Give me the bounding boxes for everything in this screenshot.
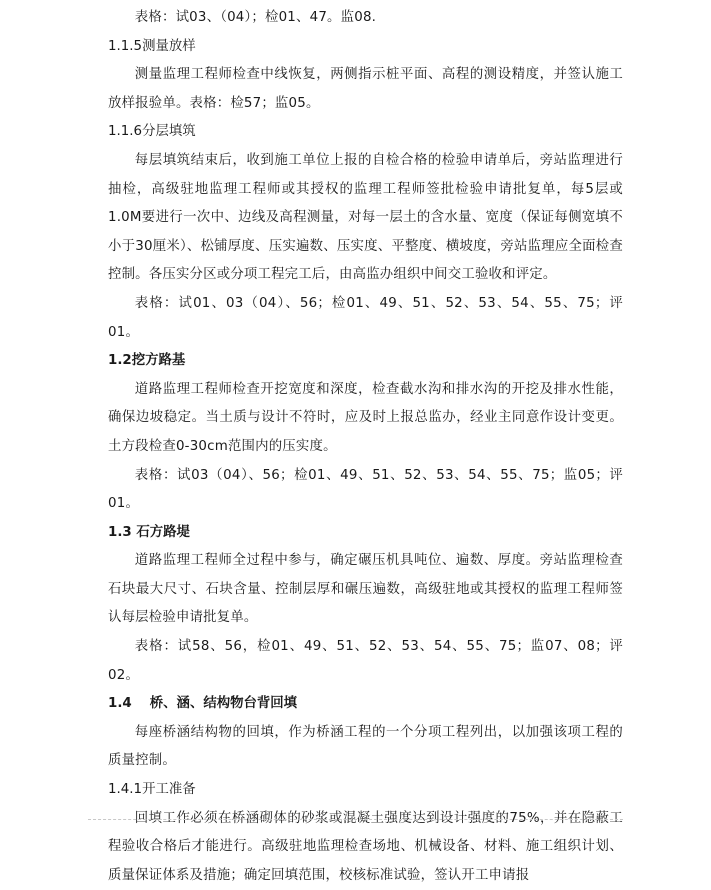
paragraph-layered-fill: 每层填筑结束后，收到施工单位上报的自检合格的检验申请单后，旁站监理进行抽检，高级驻地监理工程师或其授权的监理工程师签批检验申请批复单，每5层或1.0M要进行一次中、边线及高程测量，对每一层土的含水量、宽度（保证每侧宽填不小于30厘米）、松铺厚度、压实遍数、压实度、平整度、横坡度，旁站监理应全面检查控制。各压实分区或分项工程完工后，由高监办组织中间交工验收和评定。 [108,152,623,283]
section-heading-1-2: 1.2挖方路基 [108,353,186,369]
paragraph-backfill: 每座桥涵结构物的回填，作为桥涵工程的一个分项工程列出，以加强该项工程的质量控制。 [108,724,623,769]
page-bottom-rule [88,819,623,820]
section-heading-1-1-5: 1.1.5测量放样 [108,38,196,54]
section-heading-1-4: 1.4 桥、涵、结构物台背回填 [108,696,298,712]
table-reference-line: 表格：试03（04）、56；检01、49、51、52、53、54、55、75；监05；评01。 [108,467,623,512]
paragraph-excavation: 道路监理工程师检查开挖宽度和深度，检查截水沟和排水沟的开挖及排水性能，确保边坡稳定。当土质与设计不符时，应及时上报总监办，经业主同意作设计变更。土方段检查0-30cm范围内的压实度。 [108,381,623,454]
section-heading-1-1-6: 1.1.6分层填筑 [108,124,196,140]
paragraph-rock-embankment: 道路监理工程师全过程中参与，确定碾压机具吨位、遍数、厚度。旁站监理检查石块最大尺寸、石块含量、控制层厚和碾压遍数，高级驻地或其授权的监理工程师签认每层检验申请批复单。 [108,553,623,626]
paragraph-survey: 测量监理工程师检查中线恢复，两侧指示桩平面、高程的测设精度，并签认施工放样报验单。表格：检57；监05。 [108,67,623,111]
table-reference-line: 表格：试01、03（04）、56；检01、49、51、52、53、54、55、75；评01。 [108,295,623,340]
paragraph-preparation: 回填工作必须在桥涵砌体的砂浆或混凝土强度达到设计强度的75%，并在隐蔽工程验收合格后才能进行。高级驻地监理检查场地、机械设备、材料、施工组织计划、质量保证体系及措施；确定回填范围，校核标准试验，签认开工申请报 [108,810,623,883]
table-reference-line: 表格：试03、（04）；检01、47。监08. [134,10,377,25]
table-reference-line: 表格：试58、56，检01、49、51、52、53、54、55、75；监07、08；评02。 [108,639,623,683]
section-heading-1-3: 1.3 石方路堤 [108,524,190,540]
section-heading-1-4-1: 1.4.1开工准备 [108,782,196,798]
